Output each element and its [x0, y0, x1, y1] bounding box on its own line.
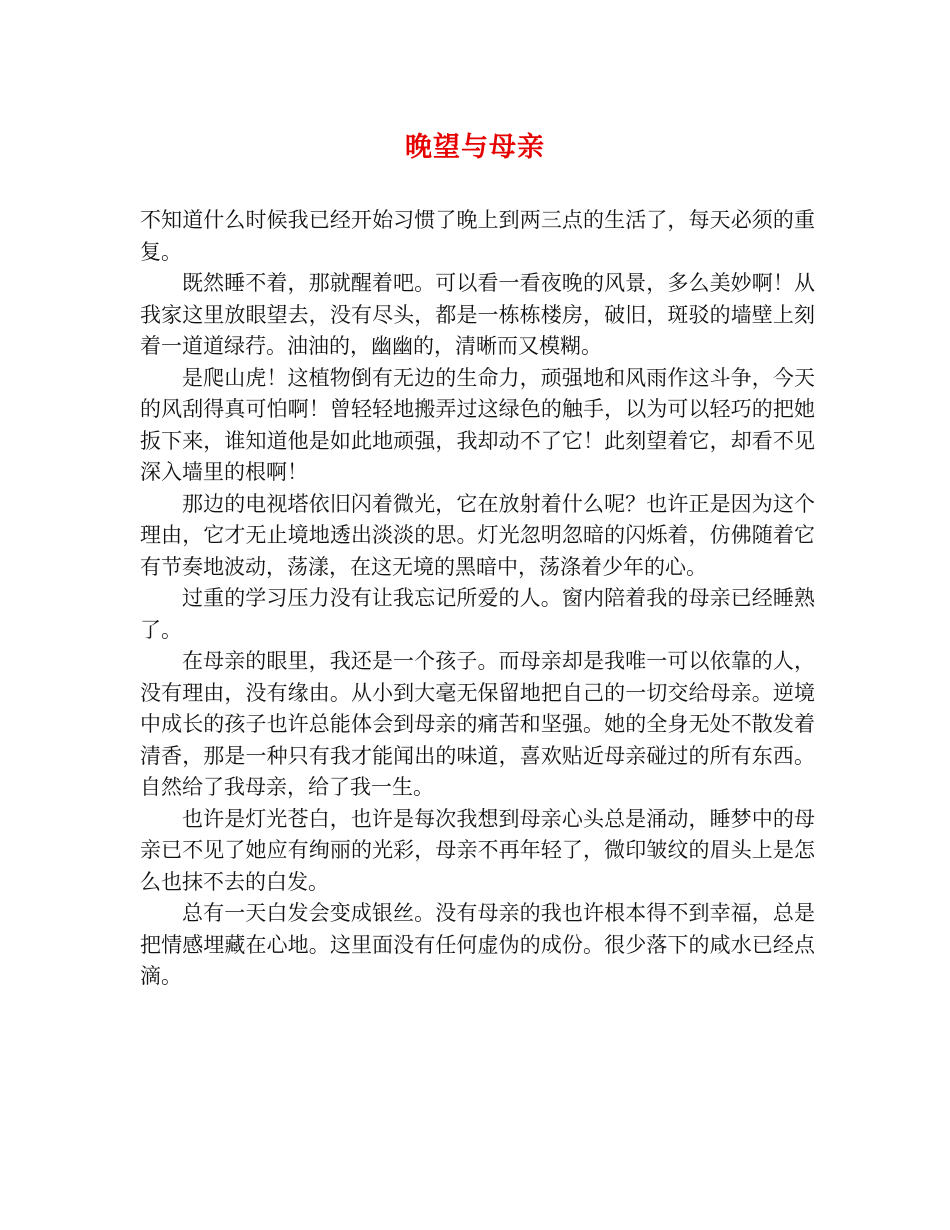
paragraph-3: 是爬山虎！这植物倒有无边的生命力，顽强地和风雨作这斗争，今天的风刮得真可怕啊！曾轻轻地搬弄过这绿色的触手，以为可以轻巧的把她扳下来，谁知道他是如此地顽强，我却动不了它！此刻望着它，却看不见深入墙里的根啊！ [140, 365, 815, 484]
paragraph-6: 在母亲的眼里，我还是一个孩子。而母亲却是我唯一可以依靠的人，没有理由，没有缘由。从小到大毫无保留地把自己的一切交给母亲。逆境中成长的孩子也许总能体会到母亲的痛苦和坚强。她的全身无处不散发着清香，那是一种只有我才能闻出的味道，喜欢贴近母亲碰过的所有东西。自然给了我母亲，给了我一生。 [140, 649, 815, 799]
paragraph-5: 过重的学习压力没有让我忘记所爱的人。窗内陪着我的母亲已经睡熟了。 [140, 586, 815, 642]
document-title: 晚望与母亲 [405, 132, 545, 163]
paragraph-4: 那边的电视塔依旧闪着微光，它在放射着什么呢？也许正是因为这个理由，它才无止境地透出淡淡的思。灯光忽明忽暗的闪烁着，仿佛随着它有节奏地波动，荡漾，在这无境的黑暗中，荡涤着少年的心。 [140, 491, 815, 579]
paragraph-7: 也许是灯光苍白，也许是每次我想到母亲心头总是涌动，睡梦中的母亲已不见了她应有绚丽的光彩，母亲不再年轻了，微印皱纹的眉头上是怎么也抹不去的白发。 [140, 806, 815, 894]
paragraph-1: 不知道什么时候我已经开始习惯了晚上到两三点的生活了，每天必须的重复。 [140, 208, 815, 264]
paragraph-2: 既然睡不着，那就醒着吧。可以看一看夜晚的风景，多么美妙啊！从我家这里放眼望去，没有尽头，都是一栋栋楼房，破旧，斑驳的墙壁上刻着一道道绿荇。油油的，幽幽的，清晰而又模糊。 [140, 271, 815, 358]
paragraph-8: 总有一天白发会变成银丝。没有母亲的我也许根本得不到幸福，总是把情感埋藏在心地。这里面没有任何虚伪的成份。很少落下的咸水已经点滴。 [140, 901, 815, 988]
document-body [140, 205, 815, 993]
